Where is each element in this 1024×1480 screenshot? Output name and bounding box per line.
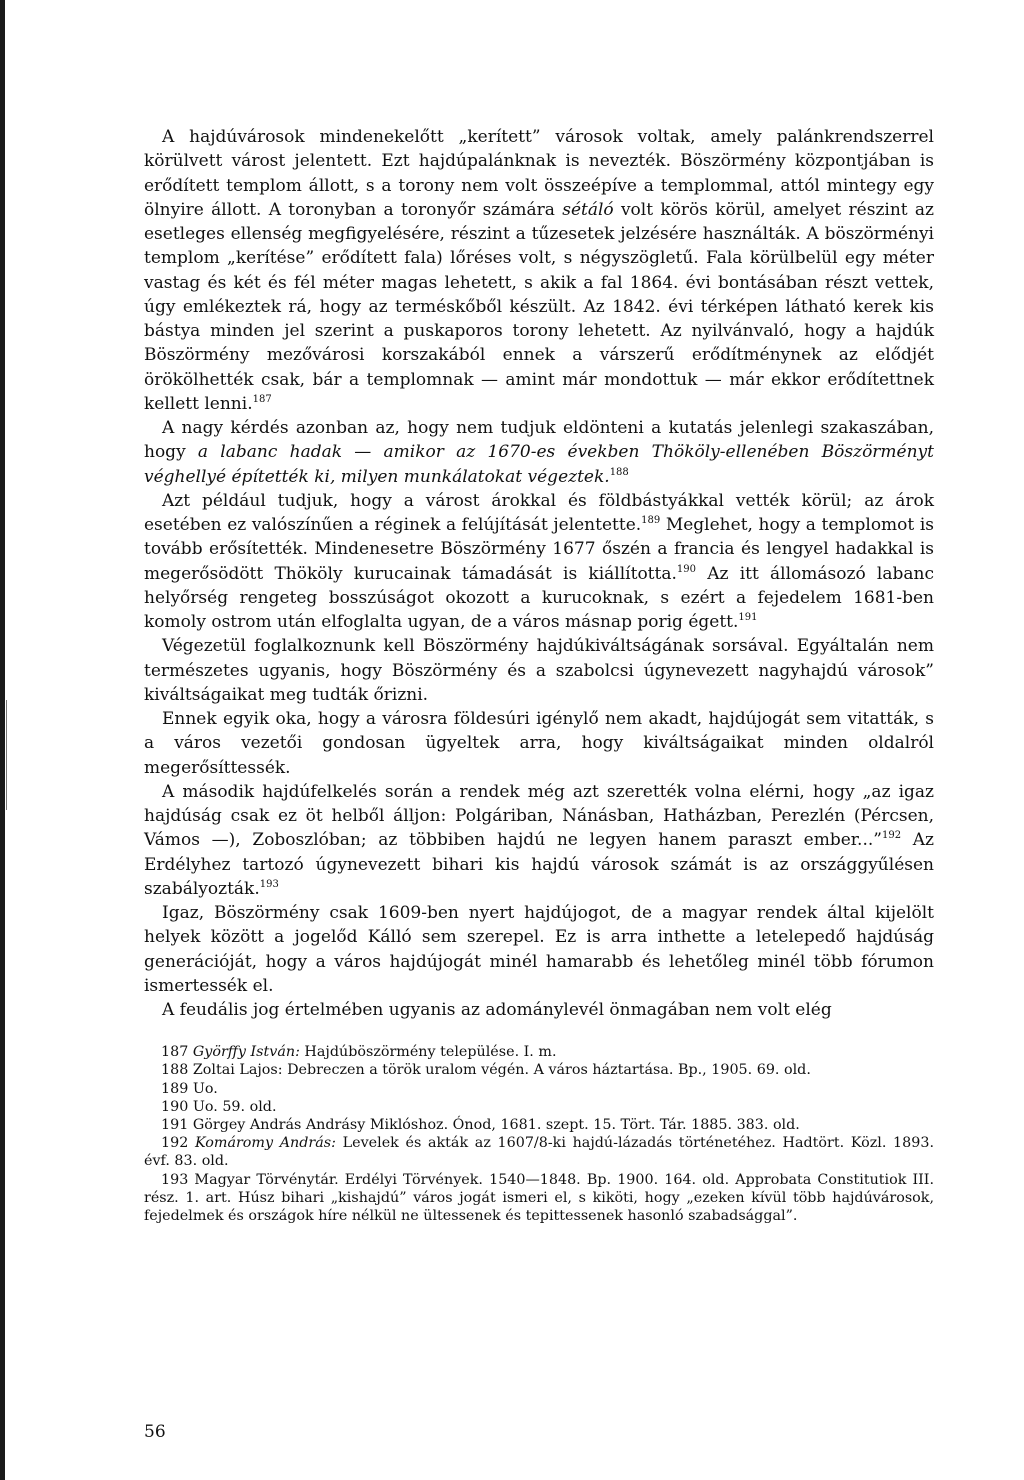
footnote-reference: 193: [259, 878, 279, 890]
text-run: 187: [161, 1044, 193, 1061]
text-run: Hajdúböszörmény települése. I. m.: [299, 1044, 557, 1061]
footnote-reference: 189: [641, 515, 661, 526]
paragraph-1: [144, 125, 934, 416]
paragraph-3: [144, 489, 934, 635]
text-run: volt körös körül, amelyet részint az esetleges ellenség megfigyelésére, részint a tűzesetek jelzésére használták. A böszörményi templom „kerítése” erődített fala) lőréses volt, s négyszögletű. Fala körülbelül egy méter vastag és két és fél méter magas lehetett, s akik a fal 1864. évi bontásában részt vettek, úgy emlékeztek rá, hogy az terméskőből készült. Az 1842. évi térképen látható kerek kis bástya minden jel szerint a puskaporos torony lehetett. Az nyilvánvaló, hogy a hajdúk Böszörmény mezővárosi korszakából ennek a várszerű erődítménynek az elődjét örökölhették csak, bár a templomnak — amint már mondottuk — már ekkor erődítettnek kellett lenni.: [144, 199, 934, 414]
text-run: 191 Görgey András Andrásy Miklóshoz. Ónod, 1681. szept. 15. Tört. Tár. 1885. 383. old.: [161, 1117, 800, 1134]
italic-text: Györffy István:: [192, 1044, 300, 1061]
footnote-191: [144, 1116, 934, 1134]
paragraph-2: [144, 416, 934, 489]
text-run: 189 Uo.: [161, 1080, 218, 1097]
text-run: 193 Magyar Törvénytár. Erdélyi Törvények. 1540—1848. Bp. 1900. 164. old. Approbata Constitutiok III. rész. 1. art. Húsz bihari „kishajdú” város jogát ismeri el, s kiköti, hogy „ezeken kívül több hajdúvárosok, fejedelmek és országok híre nélkül ne ültessenek és tepittessenek hasonló szabadsággal”.: [144, 1171, 934, 1225]
text-run: Levelek és akták az 1607/8-ki hajdú-lázadás történetéhez. Hadtört. Közl. 1893. évf. 83. old.: [144, 1135, 934, 1170]
footnote-188: [144, 1061, 934, 1079]
footnote-190: [144, 1098, 934, 1116]
italic-text: sétáló: [562, 199, 614, 220]
footnote-reference: 192: [881, 830, 902, 842]
footnote-187: [144, 1043, 934, 1061]
scan-artifact-line: [6, 700, 7, 810]
paragraph-5: [144, 707, 934, 780]
text-run: Az Erdélyhez tartozó úgynevezett bihari kis hajdú városok számát is az országgyűlésen szabályozták.: [144, 830, 935, 899]
text-run: Ennek egyik oka, hogy a városra földesúri igénylő nem akadt, hajdújogát sem vitatták, s a város vezetői gondosan ügyeltek arra, hogy kiváltságaikat minden oldalról megerősíttessék.: [144, 709, 934, 778]
text-run: A második hajdúfelkelés során a rendek még azt szerették volna elérni, hogy „az igaz hajdúság csak ez öt helből álljon: Polgáriban, Nánásban, Hatházban, Perezlén (Pércsen, Vámos —), Zoboszlóban; az többiben hajdú ne legyen hanem paraszt ember...”: [144, 781, 934, 851]
footnote-192: [144, 1134, 934, 1170]
footnote-reference: 190: [676, 563, 696, 575]
paragraph-8: [144, 998, 934, 1022]
footnote-reference: 187: [252, 393, 272, 405]
text-run: 190 Uo. 59. old.: [161, 1098, 277, 1115]
paragraph-6: [144, 780, 934, 901]
text-run: A nagy kérdés azonban az, hogy nem tudjuk eldönteni a kutatás jelenlegi szakaszában, hogy: [144, 418, 934, 463]
footnote-193: [144, 1171, 934, 1226]
page-number: 56: [144, 1422, 166, 1442]
text-run: Meglehet, hogy a templomot is tovább erősítették. Mindenesetre Böszörmény 1677 őszén a francia és lengyel hadakkal is megerősödött Thököly kurucainak támadását is kiállította.: [144, 515, 934, 584]
paragraph-7: [144, 901, 934, 998]
italic-text: a labanc hadak — amikor az 1670-es években Thököly-ellenében Böszörményt véghellyé építették ki, milyen munkálatokat végeztek.: [144, 442, 934, 487]
scan-border: [0, 0, 5, 1480]
text-run: Igaz, Böszörmény csak 1609-ben nyert hajdújogot, de a magyar rendek által kijelölt helyek között a jogelőd Kálló sem szerepel. Ez is arra inthette a letelepedő hajdúság generációját, hogy a város hajdújogát minél hamarabb és lehetőleg minél több fórumon ismertessék el.: [144, 903, 934, 996]
text-run: Az itt állomásozó labanc helyőrség rengeteg bosszúságot okozott a kurucoknak, s ezért a fejedelem 1681-ben komoly ostrom után elfoglalta ugyan, de a város másnap porig égett.: [144, 563, 934, 632]
footnote-reference: 188: [609, 466, 629, 478]
text-run: Végezetül foglalkoznunk kell Böszörmény hajdúkiváltságának sorsával. Egyáltalán nem természetes ugyanis, hogy Böszörmény és a szabolcsi úgynevezett nagyhajdú városok” kiváltságaikat meg tudták őrizni.: [144, 636, 934, 705]
footnotes: [144, 1043, 934, 1225]
text-run: A feudális jog értelmében ugyanis az adománylevél önmagában nem volt elég: [162, 1000, 832, 1020]
footnote-reference: 191: [738, 612, 758, 623]
text-run: 192: [161, 1135, 195, 1152]
text-run: Azt például tudjuk, hogy a várost árokkal és földbástyákkal vették körül; az árok esetében ez valószínűen a réginek a felújítását jelentette.: [144, 490, 934, 535]
text-run: 188 Zoltai Lajos: Debreczen a török uralom végén. A város háztartása. Bp., 1905. 69. old.: [161, 1062, 811, 1079]
text-run: A hajdúvárosok mindenekelőtt „kerített” városok voltak, amely palánkrendszerrel körülvett várost jelentett. Ezt hajdúpalánknak is nevezték. Böszörmény központjában is erődített templom állott, s a torony nem volt összeépíve a templommal, attól mintegy egy ölnyire állott. A toronyban a toronyőr számára: [144, 127, 934, 220]
paragraph-4: [144, 634, 934, 707]
footnote-189: [144, 1080, 934, 1098]
main-text: [144, 125, 934, 1022]
page-content: [144, 125, 934, 1225]
italic-text: Komáromy András:: [194, 1135, 336, 1152]
